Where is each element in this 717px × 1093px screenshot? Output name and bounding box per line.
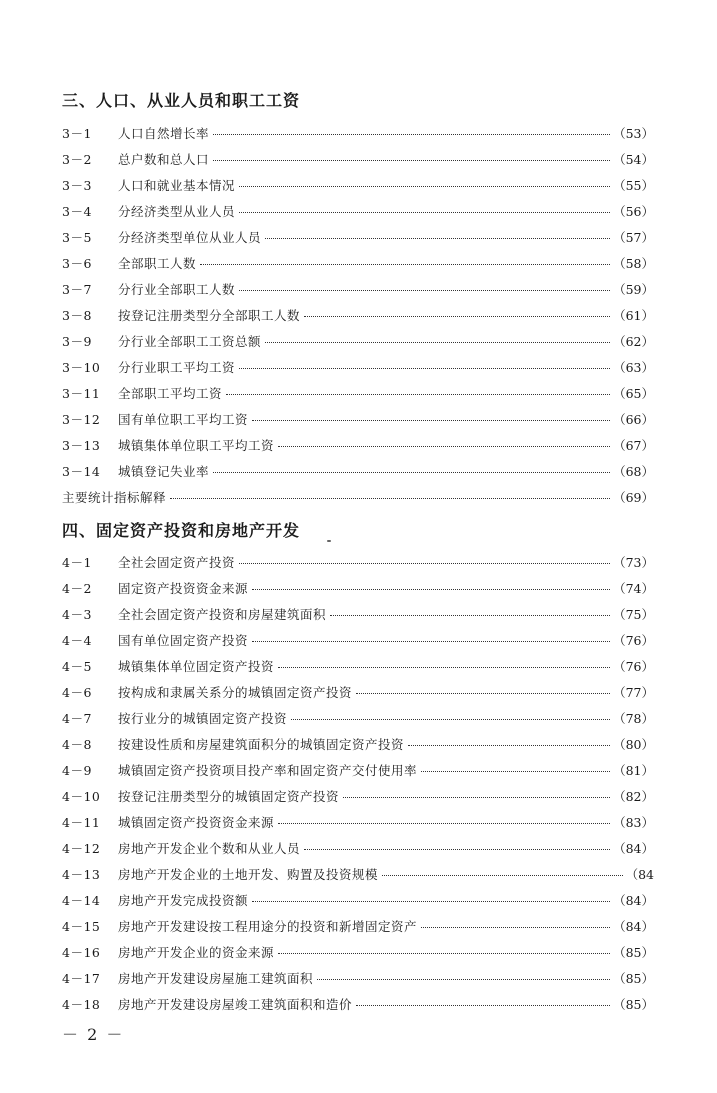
entry-title: 分经济类型单位从业人员 xyxy=(118,230,262,245)
entry-page: （84） xyxy=(613,841,654,856)
entry-title: 分行业全部职工工资总额 xyxy=(118,334,262,349)
toc-entry xyxy=(62,709,654,729)
entry-number: 4－16 xyxy=(62,945,101,960)
entry-number: 4－1 xyxy=(62,555,92,570)
entry-number: 4－11 xyxy=(62,815,101,830)
entry-title: 主要统计指标解释 xyxy=(62,490,167,505)
entry-page: （67） xyxy=(613,438,654,453)
entry-number: 4－18 xyxy=(62,997,101,1012)
toc-entry xyxy=(62,917,654,937)
toc-entry xyxy=(62,631,654,651)
leader-dots xyxy=(304,315,610,317)
entry-title: 城镇登记失业率 xyxy=(118,464,210,479)
entry-number: 3－8 xyxy=(62,308,92,323)
entry-number: 4－17 xyxy=(62,971,101,986)
toc-entry xyxy=(62,384,654,404)
entry-number: 3－5 xyxy=(62,230,92,245)
entry-page: （62） xyxy=(613,334,654,349)
entry-title: 国有单位职工平均工资 xyxy=(118,412,249,427)
entry-number: 3－9 xyxy=(62,334,92,349)
entry-title: 城镇固定资产投资资金来源 xyxy=(118,815,275,830)
leader-dots xyxy=(356,692,610,694)
leader-dots xyxy=(356,1004,610,1006)
entry-number: 3－6 xyxy=(62,256,92,271)
toc-entry xyxy=(62,280,654,300)
entry-title: 城镇集体单位固定资产投资 xyxy=(118,659,275,674)
entry-number: 4－4 xyxy=(62,633,92,648)
toc-entry xyxy=(62,436,654,456)
leader-dots xyxy=(265,237,610,239)
entry-page: （84） xyxy=(613,919,654,934)
toc-entry xyxy=(62,306,654,326)
entry-title: 房地产开发企业个数和从业人员 xyxy=(118,841,301,856)
entry-title: 国有单位固定资产投资 xyxy=(118,633,249,648)
entry-title: 房地产开发企业的土地开发、购置及投资规模 xyxy=(118,867,379,882)
scan-speck xyxy=(327,540,331,542)
entry-page: （57） xyxy=(613,230,654,245)
toc-entry xyxy=(62,605,654,625)
entry-page: （76） xyxy=(613,633,654,648)
entry-number: 4－2 xyxy=(62,581,92,596)
entry-title: 房地产开发建设房屋竣工建筑面积和造价 xyxy=(118,997,353,1012)
leader-dots xyxy=(213,471,610,473)
leader-dots xyxy=(200,263,610,265)
entry-page: （83） xyxy=(613,815,654,830)
entry-page: （85） xyxy=(613,971,654,986)
entry-title: 房地产开发完成投资额 xyxy=(118,893,249,908)
entry-number: 4－13 xyxy=(62,867,101,882)
toc-entry xyxy=(62,176,654,196)
leader-dots xyxy=(421,926,610,928)
entry-page: （75） xyxy=(613,607,654,622)
leader-dots xyxy=(252,900,610,902)
entry-number: 3－14 xyxy=(62,464,101,479)
leader-dots xyxy=(421,770,610,772)
leader-dots xyxy=(252,640,610,642)
toc-entry xyxy=(62,995,654,1015)
entry-page: （81） xyxy=(613,763,654,778)
entry-page: （84） xyxy=(613,893,654,908)
entry-page: （82） xyxy=(613,789,654,804)
entry-page: （55） xyxy=(613,178,654,193)
entry-title: 房地产开发建设按工程用途分的投资和新增固定资产 xyxy=(118,919,418,934)
entry-number: 4－6 xyxy=(62,685,92,700)
entry-number: 4－9 xyxy=(62,763,92,778)
entry-title: 分行业职工平均工资 xyxy=(118,360,236,375)
entry-number: 4－7 xyxy=(62,711,92,726)
entry-number: 3－12 xyxy=(62,412,101,427)
toc-entry xyxy=(62,943,654,963)
leader-dots xyxy=(330,614,610,616)
entry-title: 全社会固定资产投资和房屋建筑面积 xyxy=(118,607,327,622)
leader-dots xyxy=(226,393,610,395)
toc-entry xyxy=(62,254,654,274)
entry-page: （80） xyxy=(613,737,654,752)
entry-number: 4－10 xyxy=(62,789,101,804)
entry-page: （54） xyxy=(613,152,654,167)
toc-entry xyxy=(62,228,654,248)
entry-number: 4－15 xyxy=(62,919,101,934)
leader-dots xyxy=(252,419,610,421)
toc-entry xyxy=(62,891,654,911)
entry-title: 人口自然增长率 xyxy=(118,126,210,141)
entry-page: （73） xyxy=(613,555,654,570)
toc-entry xyxy=(62,202,654,222)
leader-dots xyxy=(278,952,610,954)
entry-title: 按登记注册类型分全部职工人数 xyxy=(118,308,301,323)
leader-dots xyxy=(239,211,610,213)
toc-entry xyxy=(62,839,654,859)
section-title: 四、固定资产投资和房地产开发 xyxy=(62,521,301,540)
toc-entry xyxy=(62,657,654,677)
entry-title: 房地产开发建设房屋施工建筑面积 xyxy=(118,971,314,986)
entry-page: （76） xyxy=(613,659,654,674)
entry-title: 人口和就业基本情况 xyxy=(118,178,236,193)
leader-dots xyxy=(252,588,610,590)
entry-title: 按登记注册类型分的城镇固定资产投资 xyxy=(118,789,340,804)
entry-title: 按行业分的城镇固定资产投资 xyxy=(118,711,288,726)
leader-dots xyxy=(382,874,623,876)
entry-number: 4－12 xyxy=(62,841,101,856)
entry-title: 全社会固定资产投资 xyxy=(118,555,236,570)
toc-entry xyxy=(62,358,654,378)
entry-page: （66） xyxy=(613,412,654,427)
leader-dots xyxy=(317,978,610,980)
leader-dots xyxy=(213,133,610,135)
entry-title: 城镇集体单位职工平均工资 xyxy=(118,438,275,453)
leader-dots xyxy=(278,666,610,668)
toc-entry xyxy=(62,579,654,599)
entry-page: （53） xyxy=(613,126,654,141)
entry-number: 3－11 xyxy=(62,386,101,401)
leader-dots xyxy=(304,848,610,850)
entry-number: 3－7 xyxy=(62,282,92,297)
entry-number: 4－14 xyxy=(62,893,101,908)
entry-number: 3－13 xyxy=(62,438,101,453)
entry-page: （58） xyxy=(613,256,654,271)
entry-title: 房地产开发企业的资金来源 xyxy=(118,945,275,960)
entry-page: （68） xyxy=(613,464,654,479)
entry-page: （63） xyxy=(613,360,654,375)
toc-entry xyxy=(62,410,654,430)
entry-page: （85） xyxy=(613,997,654,1012)
toc-entry xyxy=(62,488,654,508)
section-title: 三、人口、从业人员和职工工资 xyxy=(62,91,301,110)
entry-page: （61） xyxy=(613,308,654,323)
toc-entry xyxy=(62,683,654,703)
entry-number: 3－1 xyxy=(62,126,92,141)
toc-entry xyxy=(62,462,654,482)
entry-page: （84 xyxy=(625,867,654,882)
entry-title: 固定资产投资资金来源 xyxy=(118,581,249,596)
leader-dots xyxy=(408,744,610,746)
entry-number: 4－3 xyxy=(62,607,92,622)
entry-number: 4－5 xyxy=(62,659,92,674)
leader-dots xyxy=(291,718,610,720)
toc-entry xyxy=(62,124,654,144)
entry-page: （74） xyxy=(613,581,654,596)
entry-number: 3－3 xyxy=(62,178,92,193)
entry-number: 3－2 xyxy=(62,152,92,167)
leader-dots xyxy=(278,822,610,824)
entry-page: （65） xyxy=(613,386,654,401)
leader-dots xyxy=(239,367,610,369)
leader-dots xyxy=(213,159,610,161)
entry-page: （85） xyxy=(613,945,654,960)
leader-dots xyxy=(265,341,610,343)
entry-number: 3－10 xyxy=(62,360,101,375)
toc-entry xyxy=(62,969,654,989)
toc-entry xyxy=(62,787,654,807)
leader-dots xyxy=(278,445,610,447)
entry-page: （56） xyxy=(613,204,654,219)
leader-dots xyxy=(343,796,610,798)
entry-page: （77） xyxy=(613,685,654,700)
toc-entry xyxy=(62,865,654,885)
entry-page: （78） xyxy=(613,711,654,726)
entry-title: 按建设性质和房屋建筑面积分的城镇固定资产投资 xyxy=(118,737,405,752)
leader-dots xyxy=(239,562,610,564)
entry-page: （69） xyxy=(613,490,654,505)
toc-entry xyxy=(62,553,654,573)
toc-entry xyxy=(62,735,654,755)
toc-entry xyxy=(62,150,654,170)
entry-title: 分经济类型从业人员 xyxy=(118,204,236,219)
entry-number: 3－4 xyxy=(62,204,92,219)
leader-dots xyxy=(239,289,610,291)
toc-entry xyxy=(62,761,654,781)
page-number: － 2 － xyxy=(62,1025,125,1044)
leader-dots xyxy=(170,497,610,499)
entry-number: 4－8 xyxy=(62,737,92,752)
leader-dots xyxy=(239,185,610,187)
toc-entry xyxy=(62,813,654,833)
entry-title: 城镇固定资产投资项目投产率和固定资产交付使用率 xyxy=(118,763,418,778)
entry-title: 全部职工人数 xyxy=(118,256,197,271)
toc-entry xyxy=(62,332,654,352)
entry-page: （59） xyxy=(613,282,654,297)
entry-title: 全部职工平均工资 xyxy=(118,386,223,401)
entry-title: 总户数和总人口 xyxy=(118,152,210,167)
entry-title: 分行业全部职工人数 xyxy=(118,282,236,297)
entry-title: 按构成和隶属关系分的城镇固定资产投资 xyxy=(118,685,353,700)
